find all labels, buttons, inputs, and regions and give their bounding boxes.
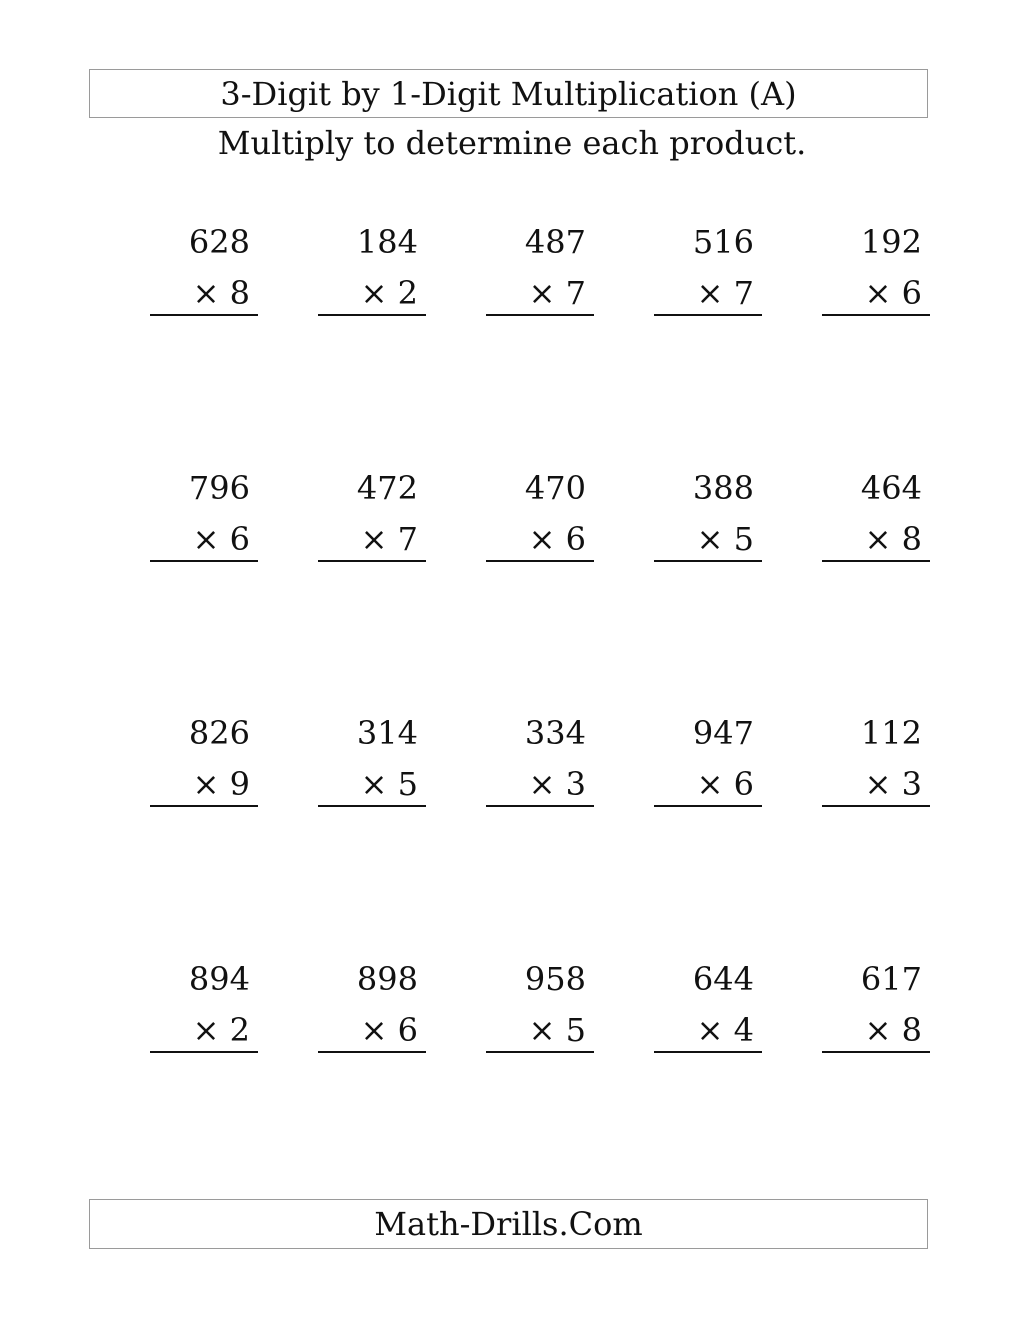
answer-line — [822, 805, 930, 807]
answer-line — [486, 1051, 594, 1053]
multiplier: × 2 — [360, 274, 418, 312]
multiplier: × 3 — [864, 765, 922, 803]
multiplier: × 7 — [528, 274, 586, 312]
multiplier: × 4 — [696, 1011, 754, 1049]
multiplier: × 9 — [192, 765, 250, 803]
multiplier: × 8 — [864, 520, 922, 558]
multiplier: × 6 — [696, 765, 754, 803]
multiplier: × 3 — [528, 765, 586, 803]
multiplier: × 5 — [696, 520, 754, 558]
multiplicand: 472 — [356, 469, 418, 507]
footer-box — [89, 1199, 928, 1249]
multiplier: × 7 — [696, 274, 754, 312]
multiplicand: 898 — [356, 960, 418, 998]
answer-line — [822, 314, 930, 316]
multiplicand: 192 — [860, 223, 922, 261]
multiplicand: 314 — [356, 714, 418, 752]
answer-line — [318, 560, 426, 562]
multiplicand: 617 — [860, 960, 922, 998]
multiplicand: 894 — [188, 960, 250, 998]
multiplicand: 826 — [188, 714, 250, 752]
answer-line — [654, 805, 762, 807]
multiplicand: 464 — [860, 469, 922, 507]
multiplicand: 388 — [692, 469, 754, 507]
footer-brand: Math-Drills.Com — [374, 1205, 643, 1243]
answer-line — [654, 314, 762, 316]
multiplier: × 2 — [192, 1011, 250, 1049]
worksheet-instructions: Multiply to determine each product. — [217, 124, 807, 162]
multiplicand: 184 — [356, 223, 418, 261]
multiplier: × 5 — [528, 1011, 586, 1049]
multiplicand: 516 — [692, 223, 754, 261]
multiplicand: 334 — [524, 714, 586, 752]
answer-line — [486, 805, 594, 807]
multiplicand: 628 — [188, 223, 250, 261]
answer-line — [318, 314, 426, 316]
answer-line — [822, 1051, 930, 1053]
multiplier: × 8 — [864, 1011, 922, 1049]
multiplier: × 6 — [528, 520, 586, 558]
multiplicand: 796 — [188, 469, 250, 507]
answer-line — [150, 1051, 258, 1053]
multiplicand: 947 — [692, 714, 754, 752]
answer-line — [318, 1051, 426, 1053]
answer-line — [150, 314, 258, 316]
answer-line — [150, 805, 258, 807]
multiplier: × 8 — [192, 274, 250, 312]
answer-line — [150, 560, 258, 562]
answer-line — [654, 1051, 762, 1053]
answer-line — [822, 560, 930, 562]
multiplicand: 487 — [524, 223, 586, 261]
multiplier: × 6 — [192, 520, 250, 558]
multiplier: × 5 — [360, 765, 418, 803]
multiplicand: 644 — [692, 960, 754, 998]
multiplicand: 958 — [524, 960, 586, 998]
multiplicand: 112 — [860, 714, 922, 752]
answer-line — [486, 560, 594, 562]
multiplier: × 6 — [360, 1011, 418, 1049]
worksheet-title: 3-Digit by 1-Digit Multiplication (A) — [220, 74, 797, 113]
multiplier: × 6 — [864, 274, 922, 312]
multiplier: × 7 — [360, 520, 418, 558]
answer-line — [654, 560, 762, 562]
answer-line — [486, 314, 594, 316]
multiplicand: 470 — [524, 469, 586, 507]
answer-line — [318, 805, 426, 807]
